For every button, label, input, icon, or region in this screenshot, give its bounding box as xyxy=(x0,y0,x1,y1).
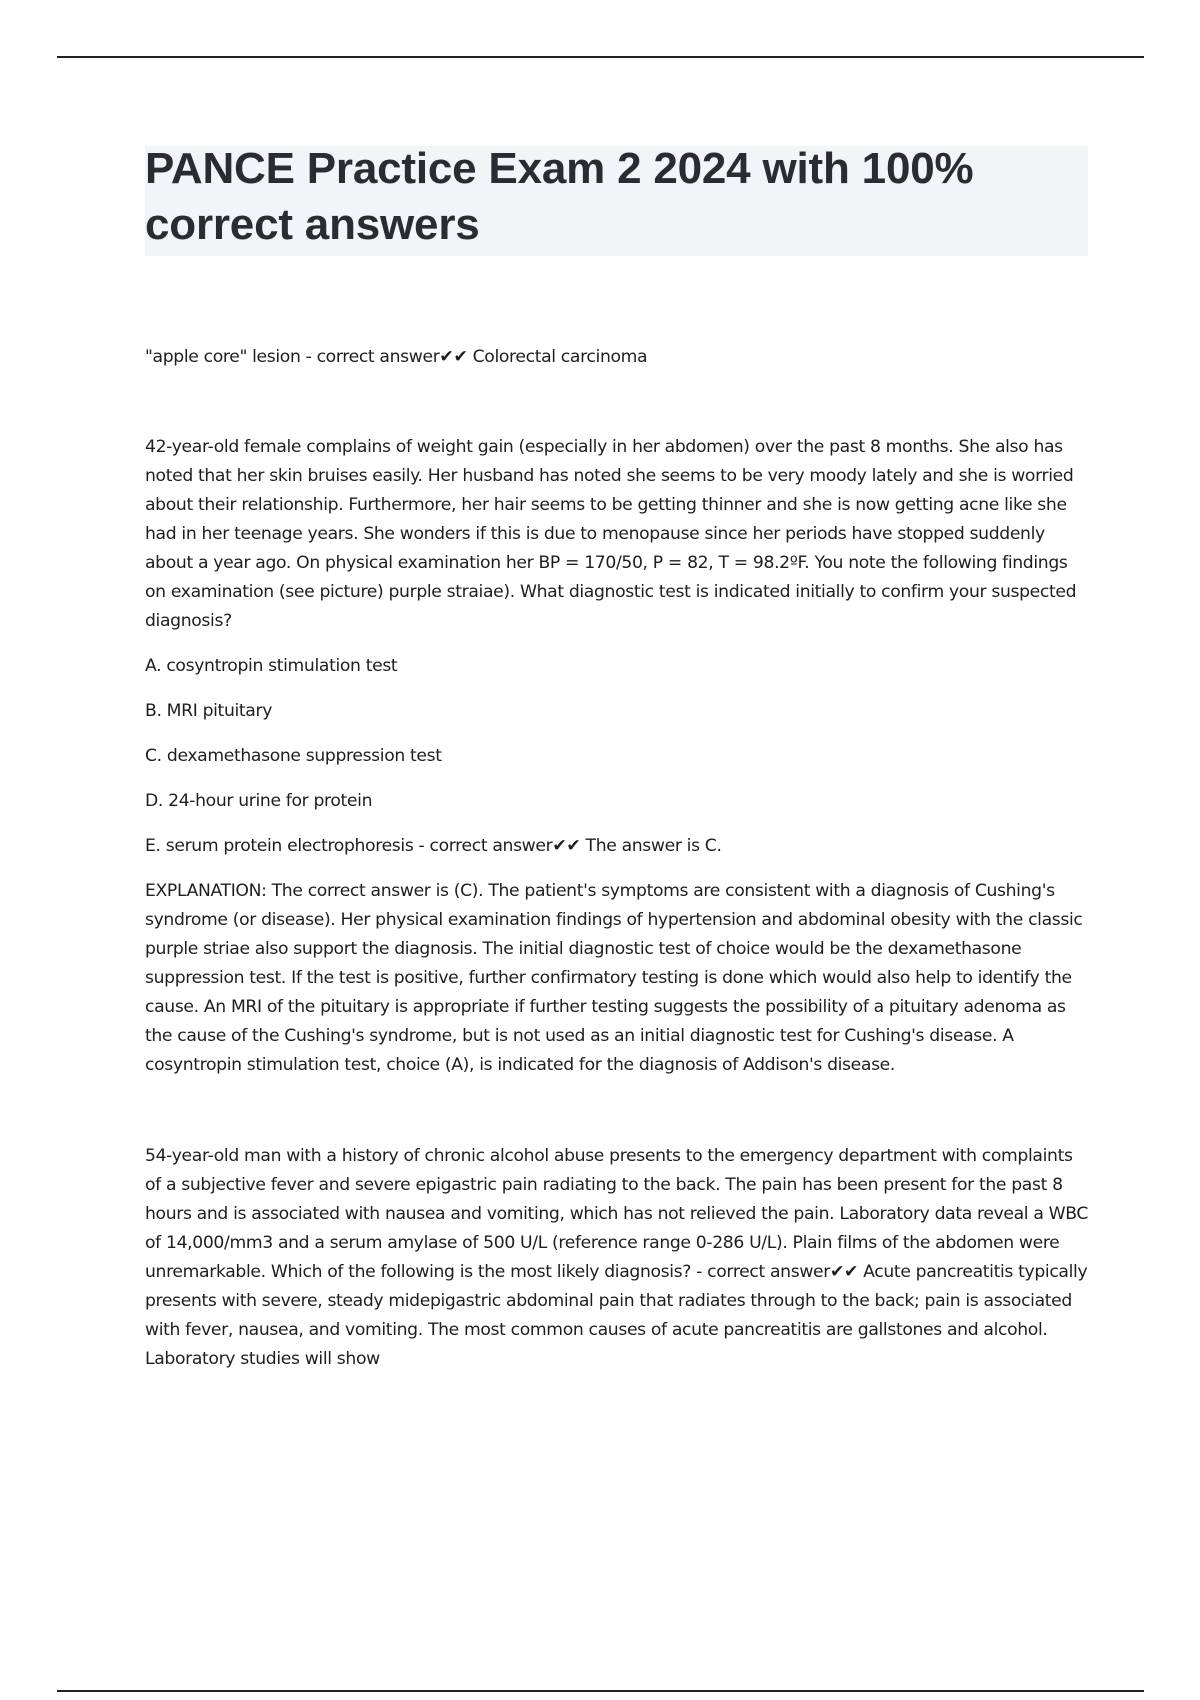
bottom-rule xyxy=(57,1690,1144,1692)
document-body xyxy=(145,343,1090,1374)
option-c: C. dexamethasone suppression test xyxy=(145,746,442,766)
apple-core-answer: "apple core" lesion - correct answer✔✔ Colorectal carcinoma xyxy=(145,347,648,367)
option-e-answer: E. serum protein electrophoresis - correct answer✔✔ The answer is C. xyxy=(145,836,722,856)
option-b: B. MRI pituitary xyxy=(145,701,273,721)
option-a: A. cosyntropin stimulation test xyxy=(145,656,398,676)
option-d: D. 24-hour urine for protein xyxy=(145,791,373,811)
question-stem-cushing: 42-year-old female complains of weight gain (especially in her abdomen) over the past 8 months. She also has noted that her skin bruises easily. Her husband has noted she seems to be very moody lately and she is worried about their relationship. Furthermore, her hair seems to be getting thinner and she is now getting acne like she had in her teenage years. She wonders if this is due to menopause since her periods have stopped suddenly about a year ago. On physical examination her BP = 170/50, P = 82, T = 98.2ºF. You note the following findings on examination (see picture) purple straiae). What diagnostic test is indicated initially to confirm your suspected diagnosis? xyxy=(145,437,1077,631)
top-rule xyxy=(57,56,1144,58)
question-pancreatitis: 54-year-old man with a history of chronic alcohol abuse presents to the emergency department with complaints of a subjective fever and severe epigastric pain radiating to the back. The pain has been present for the past 8 hours and is associated with nausea and vomiting, which has not relieved the pain. Laboratory data reveal a WBC of 14,000/mm3 and a serum amylase of 500 U/L (reference range 0-286 U/L). Plain films of the abdomen were unremarkable. Which of the following is the most likely diagnosis? - correct answer✔✔ Acute pancreatitis typically presents with severe, steady midepigastric abdominal pain that radiates through to the back; pain is associated with fever, nausea, and vomiting. The most common causes of acute pancreatitis are gallstones and alcohol. Laboratory studies will show xyxy=(145,1146,1089,1369)
document-title: PANCE Practice Exam 2 2024 with 100% correct answers xyxy=(145,144,974,249)
explanation-cushing: EXPLANATION: The correct answer is (C). The patient's symptoms are consistent with a diagnosis of Cushing's syndrome (or disease). Her physical examination findings of hypertension and abdominal obesity with the classic purple striae also support the diagnosis. The initial diagnostic test of choice would be the dexamethasone suppression test. If the test is positive, further confirmatory testing is done which would also help to identify the cause. An MRI of the pituitary is appropriate if further testing suggests the possibility of a pituitary adenoma as the cause of the Cushing's syndrome, but is not used as an initial diagnostic test for Cushing's disease. A cosyntropin stimulation test, choice (A), is indicated for the diagnosis of Addison's disease. xyxy=(145,881,1083,1075)
